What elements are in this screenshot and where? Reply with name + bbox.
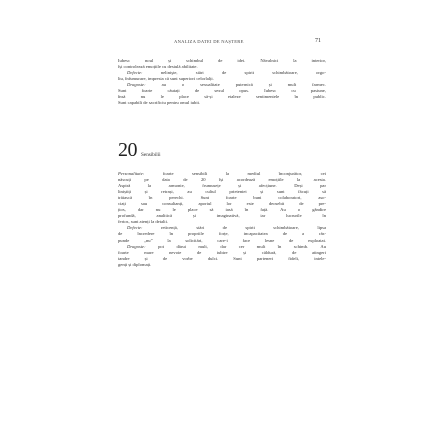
text-line: genți și diplomați.	[118, 261, 152, 267]
text-line: liniștiți și retrași, au cultul prieteniei și sunt făcuți să	[118, 189, 326, 195]
text-line: foarte mare nevoie de iubire și căldură, de atingeri	[118, 249, 326, 255]
section-previous-text	[118, 58, 326, 106]
text-line-defects: Defecte: reticență, stări de spirit schimbătoare, lipsa	[127, 225, 326, 231]
paragraph-label: Defecte:	[127, 225, 143, 231]
page-header	[0, 39, 445, 51]
text-line: profundă, analitică și imaginativă, iar lucrurile în	[118, 213, 326, 219]
text-line: punde „nu” la solicitări, care-i face lesne de exploatat.	[118, 237, 326, 243]
text-line: ferios, sunt atenți la detalii.	[118, 219, 169, 225]
text-line: însă nu le place să-și etaleze sentimentele în public.	[118, 94, 326, 100]
text-line: tandre și de vorbe dulci. Sunt parteneri fideli, intele-	[118, 255, 326, 261]
text-line: își controlează emoțiile cu destulă abilitate.	[118, 64, 198, 70]
text-line: Aspiră la armonie, frumusețe și afecțiune. Deși par	[118, 183, 326, 189]
text-line: Sunt capabili de sacrificiu pentru omul iubit.	[118, 100, 201, 106]
text-line: de încredere în propriile forțe, incapacitatea de a răs-	[118, 231, 326, 237]
text-line: țios, dar nu le place să iasă în față. Au o gândire	[118, 207, 326, 213]
running-title: ANALIZA DATEI DE NAȘTERE	[174, 39, 244, 44]
paragraph-label: Dragoste:	[127, 82, 146, 88]
section-heading	[118, 140, 161, 160]
section-sensibilii-text	[118, 171, 326, 268]
text-line: liu, înfumurare, impresia că sunt superiori celorlalți.	[118, 76, 214, 82]
paragraph-label: Dragoste:	[127, 243, 146, 249]
section-name: Sensibilii	[141, 152, 161, 158]
section-number: 20	[118, 139, 137, 161]
text-line-defects: Defecte: nelinişte, stări de spirit schimbătoare, orgo-	[127, 70, 326, 76]
text-line: Sunt foarte căutați de sexul opus. Iubesc cu pasiune,	[118, 88, 326, 94]
paragraph-label: Defecte:	[127, 70, 143, 76]
text-line: Iubesc noul și schimbul de idei. Năvalnici la interior,	[118, 58, 326, 63]
text-line-personality: Personalitate: foarte sensibili la mediul înconjurător, cei	[118, 171, 326, 176]
paragraph-label: Personalitate:	[118, 171, 145, 176]
text-line: născuți pe data de 20 își acordează emoțiile la acesta.	[118, 177, 326, 183]
text-line-love: Dragoste: au o sexualitate puternică și mult farmec.	[127, 82, 326, 88]
text-line: ciați sau consultanți, aportul lor este deosebit de pre-	[118, 201, 326, 207]
text-line-love: Dragoste: pot dărui mult, dar cer mult în schimb. Au	[127, 243, 326, 249]
text-line: trăiască în perechi. Sunt foarte buni colaboratori, aso-	[118, 195, 326, 201]
page-number: 71	[315, 38, 321, 44]
